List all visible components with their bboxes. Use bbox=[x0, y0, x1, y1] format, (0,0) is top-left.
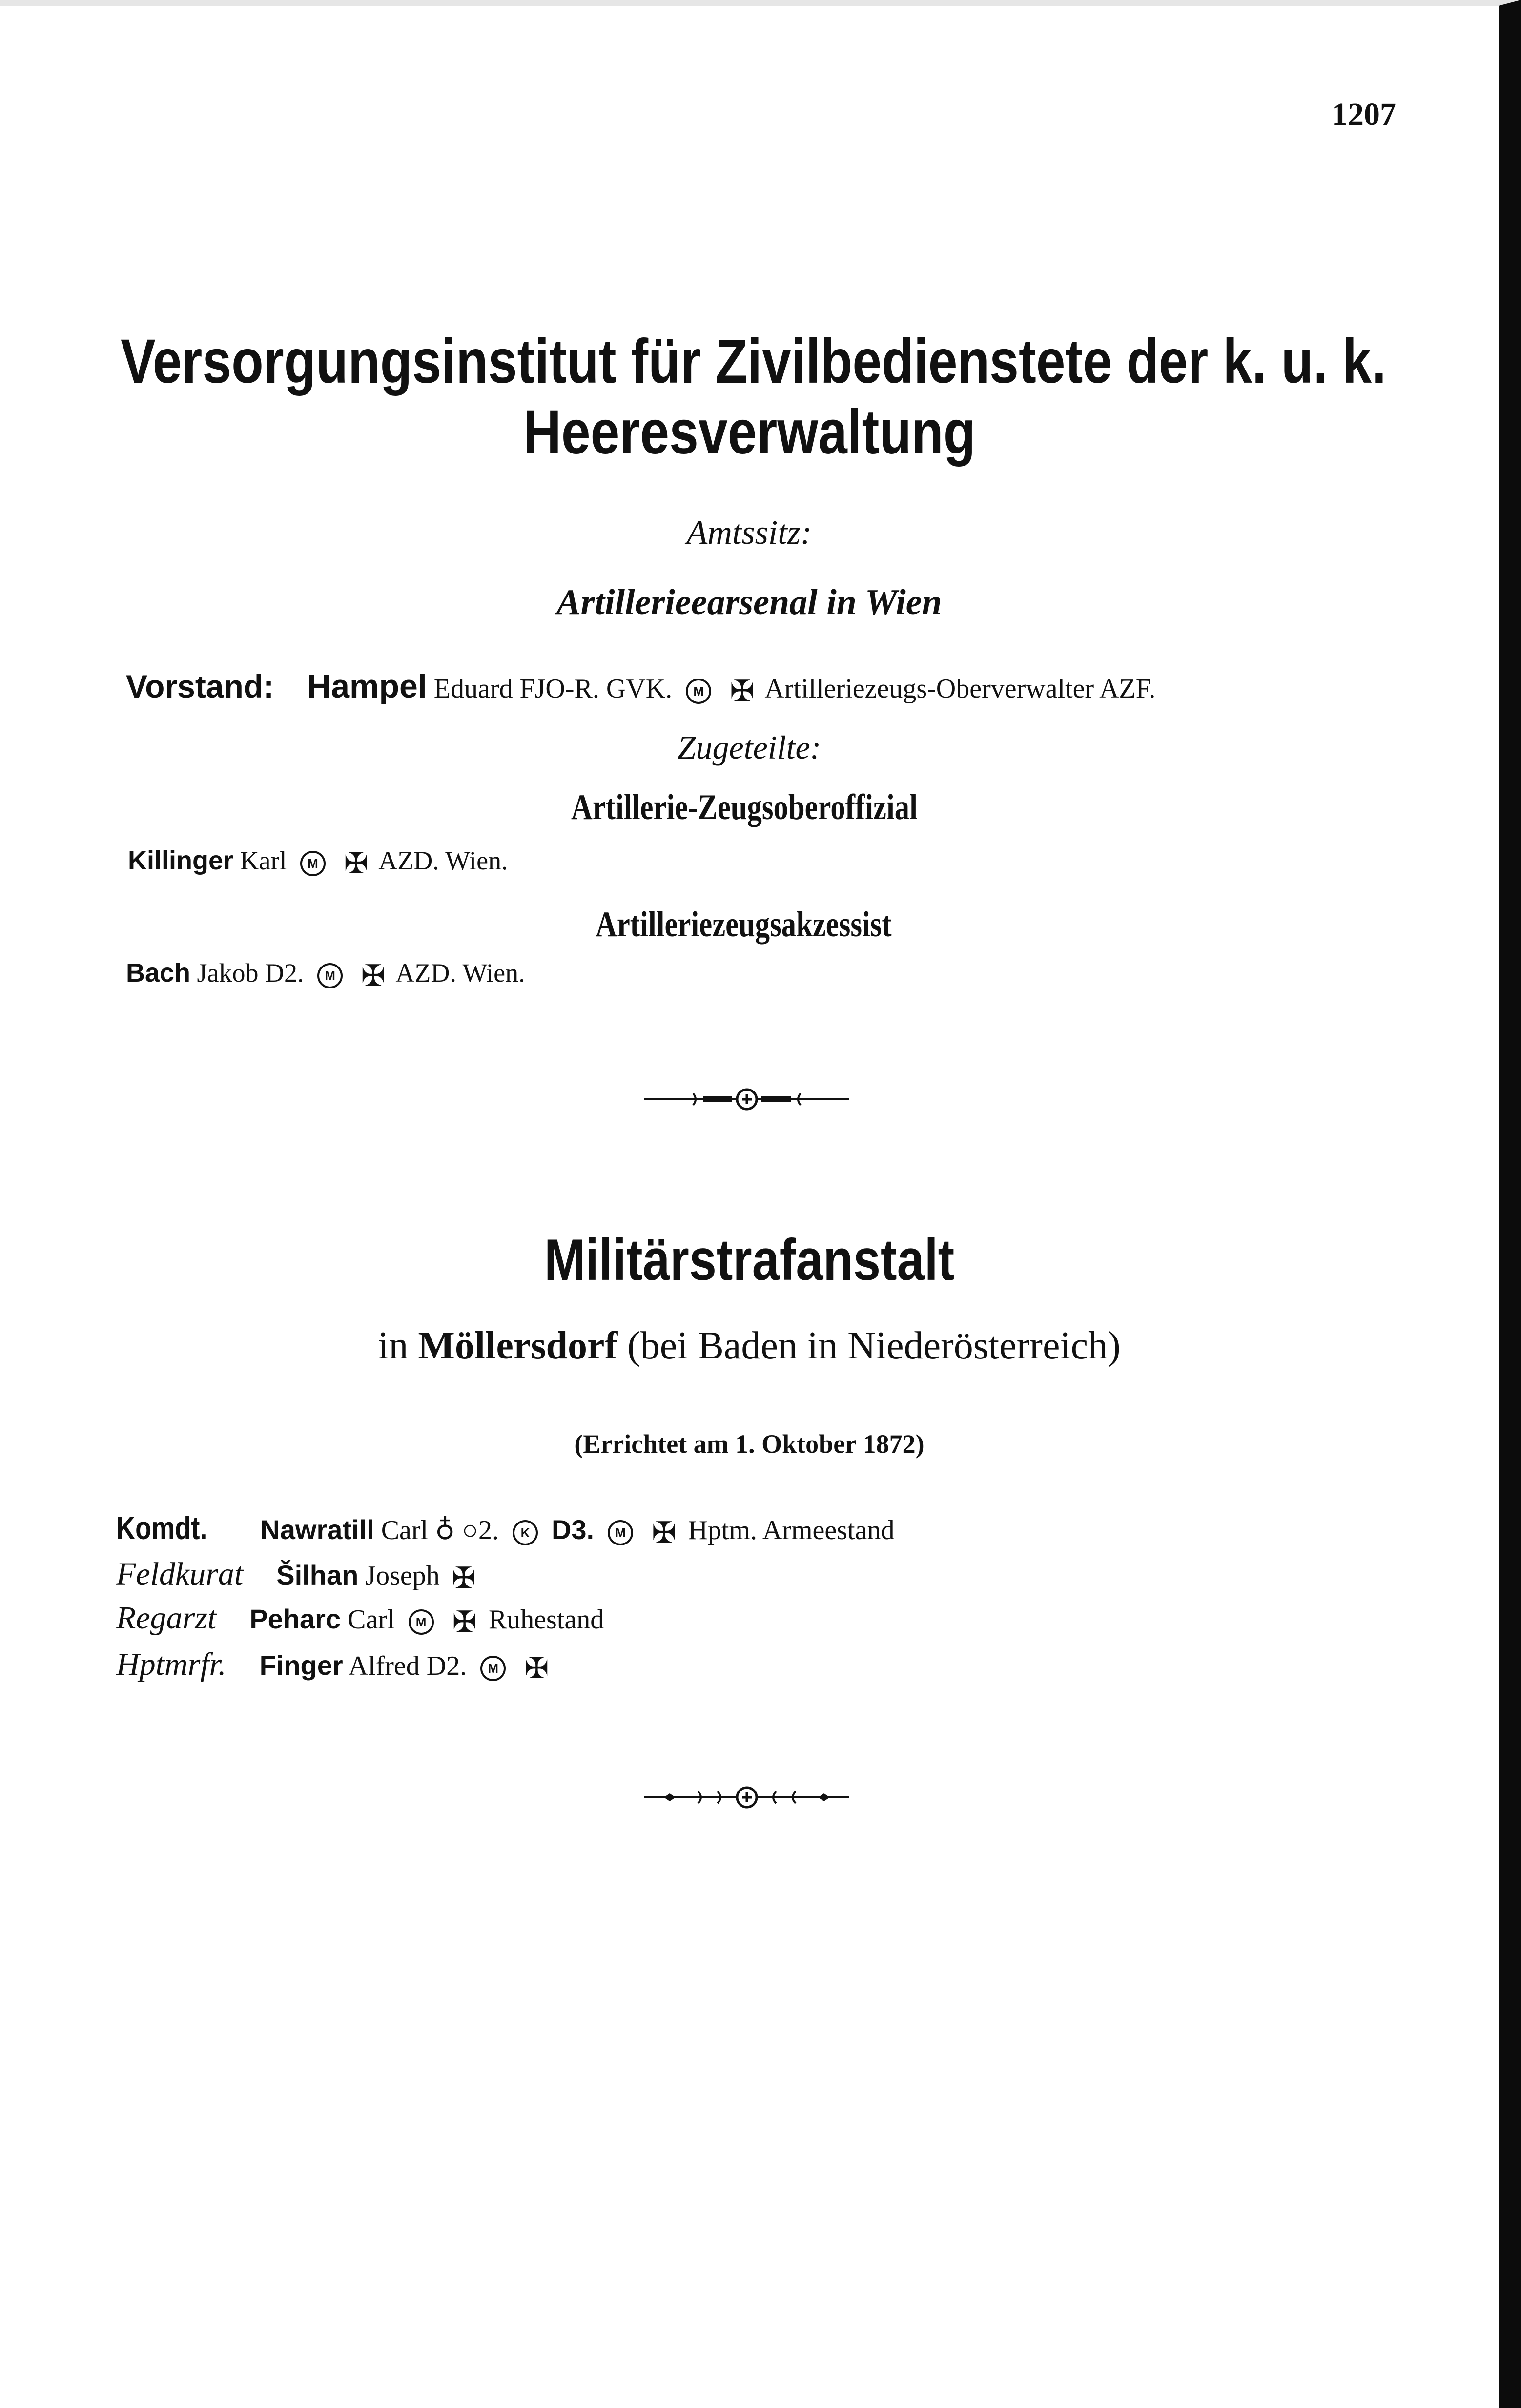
page-number: 1207 bbox=[1332, 97, 1396, 132]
entry-feldkurat bbox=[116, 1556, 481, 1593]
entry-surname: Nawratill bbox=[260, 1514, 374, 1545]
circled-m-icon: M bbox=[686, 679, 711, 704]
section2-title: Militärstrafanstalt bbox=[544, 1227, 955, 1293]
entry-tail: Ruhestand bbox=[488, 1605, 604, 1635]
entry-komdt bbox=[116, 1509, 894, 1547]
vorstand-details: Eduard FJO-R. GVK. bbox=[433, 674, 673, 704]
person-given: Karl bbox=[240, 846, 287, 875]
person-bach bbox=[126, 958, 525, 990]
person-tail: AZD. Wien. bbox=[395, 958, 525, 988]
person-surname: Killinger bbox=[128, 846, 234, 875]
section2-subtitle: in Möllersdorf (bei Baden in Niederösterreich) bbox=[378, 1324, 1121, 1367]
vorstand-title: Artilleriezeugs-Oberverwalter AZF. bbox=[764, 674, 1156, 704]
entry-rank: Feldkurat bbox=[116, 1556, 244, 1592]
circled-m-icon: M bbox=[300, 851, 326, 876]
entry-given: Carl bbox=[348, 1605, 395, 1635]
entry-tail: Hptm. Armeestand bbox=[688, 1515, 895, 1545]
circled-m-icon: M bbox=[608, 1520, 633, 1545]
subtitle-place: Möllersdorf bbox=[418, 1324, 618, 1367]
vorstand-surname: Hampel bbox=[307, 668, 427, 705]
cross-pattee-icon: ✠ bbox=[451, 1562, 476, 1595]
person-tail: AZD. Wien. bbox=[378, 846, 508, 875]
entry-rank: Hptmrfr. bbox=[116, 1646, 226, 1682]
entry-given: Joseph bbox=[365, 1561, 440, 1591]
cross-pattee-icon: ✠ bbox=[524, 1652, 549, 1685]
person-surname: Bach bbox=[126, 958, 191, 988]
group-heading-akzessist: Artilleriezeugsakzessist bbox=[596, 905, 892, 945]
entry-hptmrfr bbox=[116, 1646, 554, 1683]
location-line: Artillerieearsenal in Wien bbox=[556, 582, 942, 622]
divider-ornament-icon bbox=[644, 1085, 849, 1114]
circled-m-icon: M bbox=[409, 1609, 434, 1635]
person-killinger bbox=[128, 845, 508, 878]
entry-given: Carl bbox=[381, 1515, 429, 1545]
section1-title-line2: Heeresverwaltung bbox=[523, 397, 976, 467]
cross-pattee-icon: ✠ bbox=[344, 847, 369, 880]
divider-ornament-icon bbox=[644, 1783, 849, 1812]
circled-m-icon: M bbox=[317, 963, 343, 988]
cross-pattee-icon: ✠ bbox=[730, 675, 755, 708]
cross-pattee-icon: ✠ bbox=[361, 959, 386, 992]
entry-regarzt bbox=[116, 1600, 604, 1637]
entry-surname: Peharc bbox=[249, 1604, 341, 1634]
circled-k-icon: K bbox=[513, 1520, 538, 1545]
vorstand-row bbox=[126, 667, 1155, 706]
errichtet-line: (Errichtet am 1. Oktober 1872) bbox=[574, 1429, 925, 1459]
circled-m-icon: M bbox=[480, 1656, 506, 1681]
entry-surname: Finger bbox=[259, 1650, 343, 1681]
entry-rank: Regarzt bbox=[116, 1600, 217, 1636]
section1-title-line1: Versorgungsinstitut für Zivilbedienstete der k. u. k. bbox=[120, 327, 1386, 396]
cross-pattee-icon: ✠ bbox=[652, 1517, 677, 1549]
entry-medals: ♁ ○2. bbox=[435, 1515, 499, 1545]
person-given: Jakob D2. bbox=[197, 958, 304, 988]
entry-d-mark: D3. bbox=[551, 1514, 595, 1545]
entry-surname: Šilhan bbox=[276, 1560, 359, 1590]
group-heading-zeugsoberoffizial: Artillerie-Zeugsoberoffizial bbox=[571, 787, 918, 827]
cross-pattee-icon: ✠ bbox=[452, 1606, 477, 1639]
zugeteilte-label: Zugeteilte: bbox=[677, 729, 822, 766]
amtssitz-label: Amtssitz: bbox=[686, 514, 812, 552]
entry-given: Alfred D2. bbox=[348, 1651, 467, 1681]
entry-rank: Komdt. bbox=[116, 1510, 207, 1546]
vorstand-label: Vorstand: bbox=[126, 668, 274, 704]
